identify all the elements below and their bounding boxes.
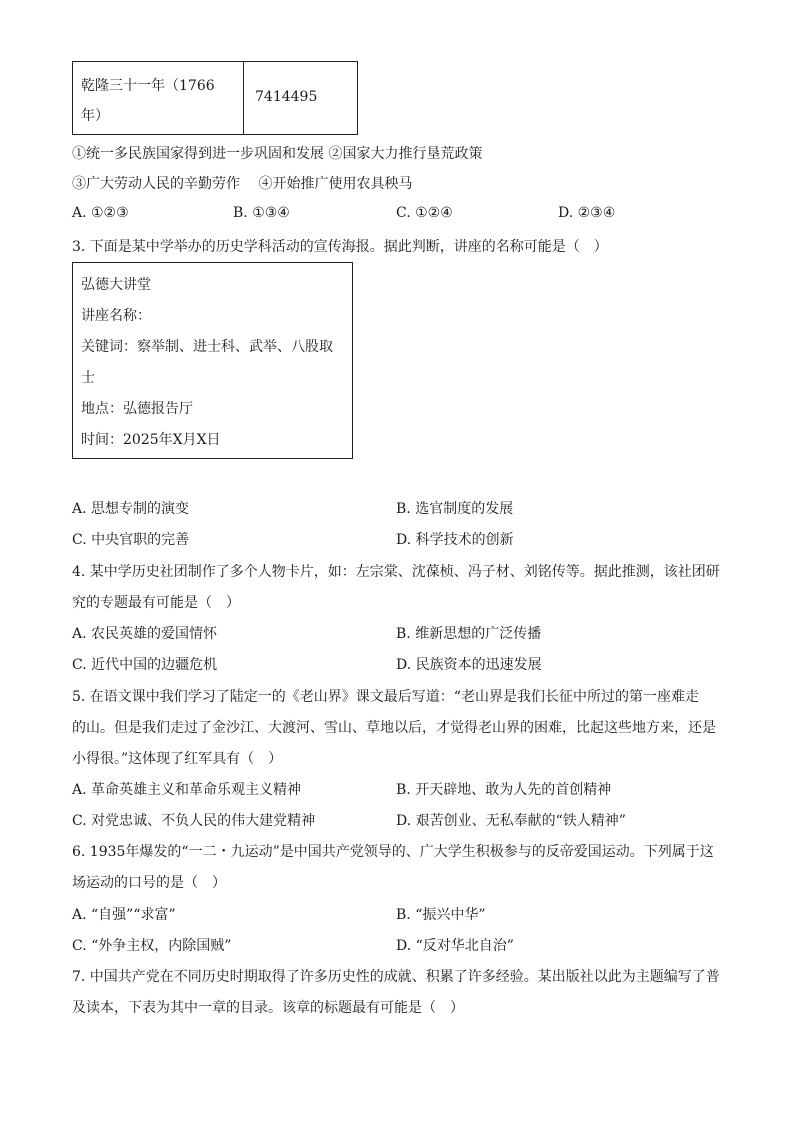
- q2-option-c[interactable]: C. ①②④: [396, 205, 453, 221]
- table-cell-value: 7414495: [255, 89, 318, 105]
- q2-option-d[interactable]: D. ②③④: [558, 205, 616, 221]
- q5-option-b[interactable]: B. 开天辟地、敢为人先的首创精神: [396, 782, 612, 798]
- q2-statement-line2: ③广大劳动人民的辛勤劳作 ④开始推广使用农具秧马: [72, 176, 413, 192]
- poster-lecture-name: 讲座名称：: [81, 308, 151, 324]
- q3-option-d[interactable]: D. 科学技术的创新: [396, 532, 514, 548]
- q4-option-a[interactable]: A. 农民英雄的爱国情怀: [72, 626, 218, 642]
- table-cell-year: 乾隆三十一年（1766年）: [81, 78, 215, 124]
- q7-stem-line1: 7. 中国共产党在不同历史时期取得了许多历史性的成就、积累了许多经验。某出版社以此为主题编写了普: [72, 969, 720, 985]
- q3-option-b[interactable]: B. 选官制度的发展: [396, 501, 514, 517]
- q5-stem-line1: 5. 在语文课中我们学习了陆定一的《老山界》课文最后写道：“老山界是我们长征中所过的第一座难走: [72, 689, 699, 705]
- q4-stem-line1: 4. 某中学历史社团制作了多个人物卡片，如：左宗棠、沈葆桢、冯子材、刘铭传等。据此推测，该社团研: [72, 564, 720, 580]
- poster-time: 时间：2025年X月X日: [81, 432, 221, 448]
- poster-title: 弘德大讲堂: [81, 277, 151, 293]
- poster-keywords: 关键词：察举制、进士科、武举、八股取: [81, 339, 333, 355]
- q4-option-b[interactable]: B. 维新思想的广泛传播: [396, 626, 542, 642]
- q6-option-c[interactable]: C. “外争主权，内除国贼”: [72, 938, 232, 954]
- q7-stem-line2: 及读本，下表为其中一章的目录。该章的标题最有可能是（ ）: [72, 1000, 464, 1016]
- q6-stem-line1: 6. 1935年爆发的“一二・九运动”是中国共产党领导的、广大学生积极参与的反帝爱国运动。下列属于这: [72, 844, 714, 860]
- q3-option-c[interactable]: C. 中央官职的完善: [72, 532, 190, 548]
- table-divider: [243, 62, 244, 134]
- q3-stem: 3. 下面是某中学举办的历史学科活动的宣传海报。据此判断，讲座的名称可能是（ ）: [72, 239, 608, 255]
- q5-option-a[interactable]: A. 革命英雄主义和革命乐观主义精神: [72, 782, 302, 798]
- q6-option-d[interactable]: D. “反对华北自治”: [396, 938, 514, 954]
- lecture-poster: [72, 262, 353, 459]
- q5-option-d[interactable]: D. 艰苦创业、无私奉献的“铁人精神”: [396, 813, 626, 829]
- q3-option-a[interactable]: A. 思想专制的演变: [72, 501, 190, 517]
- q4-stem-line2: 究的专题最有可能是（ ）: [72, 595, 240, 611]
- q5-stem-line2: 的山。但是我们走过了金沙江、大渡河、雪山、草地以后，才觉得老山界的困难，比起这些地方来，还是: [72, 720, 716, 736]
- q5-option-c[interactable]: C. 对党忠诚、不负人民的伟大建党精神: [72, 813, 316, 829]
- q6-option-a[interactable]: A. “自强”“求富”: [72, 907, 176, 923]
- q2-option-a[interactable]: A. ①②③: [72, 205, 129, 221]
- q5-stem-line3: 小得很。”这体现了红军具有（ ）: [72, 751, 283, 767]
- data-table: [72, 61, 358, 135]
- poster-keywords-cont: 士: [81, 370, 95, 386]
- q2-statement-line1: ①统一多民族国家得到进一步巩固和发展 ②国家大力推行垦荒政策: [72, 146, 483, 162]
- poster-location: 地点：弘德报告厅: [81, 401, 193, 417]
- q6-stem-line2: 场运动的口号的是（ ）: [72, 875, 226, 891]
- q4-option-c[interactable]: C. 近代中国的边疆危机: [72, 657, 218, 673]
- q6-option-b[interactable]: B. “振兴中华”: [396, 907, 486, 923]
- q2-option-b[interactable]: B. ①③④: [233, 205, 290, 221]
- q4-option-d[interactable]: D. 民族资本的迅速发展: [396, 657, 542, 673]
